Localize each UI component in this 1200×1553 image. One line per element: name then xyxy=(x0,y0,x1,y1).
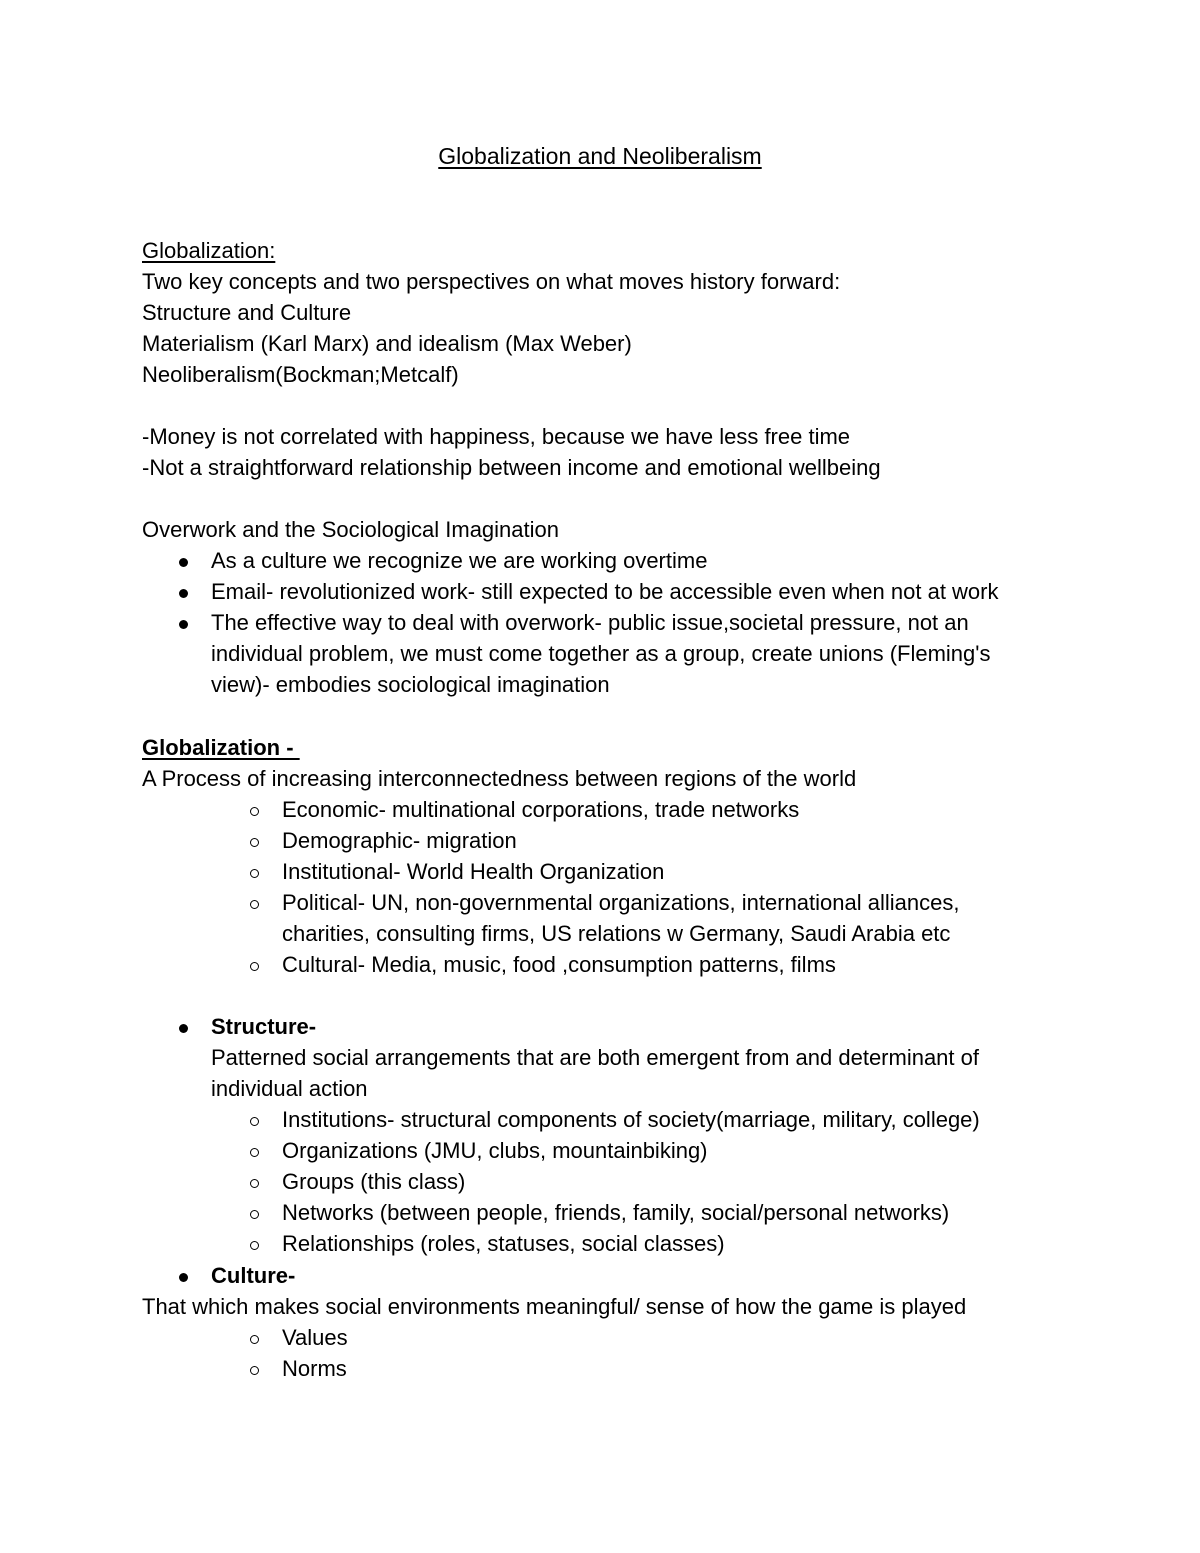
globalization-heading: Globalization - xyxy=(142,735,300,760)
overwork-bullet: Email- revolutionized work- still expected to be accessible even when not at work xyxy=(211,579,999,604)
structure-item: Relationships (roles, statuses, social classes) xyxy=(282,1231,725,1256)
bullet-ring-icon xyxy=(250,1148,259,1157)
bullet-ring-icon xyxy=(250,900,259,909)
bullet-ring-icon xyxy=(250,1241,259,1250)
bullet-ring-icon xyxy=(250,838,259,847)
bullet-dot-icon xyxy=(179,1273,188,1282)
structure-heading: Structure- xyxy=(211,1014,317,1039)
bullet-ring-icon xyxy=(250,1179,259,1188)
structure-item: Networks (between people, friends, family, social/personal networks) xyxy=(282,1200,950,1225)
document-title: Globalization and Neoliberalism xyxy=(438,143,762,169)
intro-line: Two key concepts and two perspectives on what moves history forward: xyxy=(142,269,841,294)
bullet-ring-icon xyxy=(250,1210,259,1219)
note-line: -Money is not correlated with happiness, because we have less free time xyxy=(142,424,851,449)
note-line: -Not a straightforward relationship between income and emotional wellbeing xyxy=(142,455,881,480)
bullet-dot-icon xyxy=(179,1024,188,1033)
bullet-dot-icon xyxy=(179,620,188,629)
intro-line: Neoliberalism(Bockman;Metcalf) xyxy=(142,362,459,387)
globalization-item: Institutional- World Health Organization xyxy=(282,859,665,884)
globalization-item: Political- UN, non-governmental organizations, international alliances, xyxy=(282,890,960,915)
culture-item: Values xyxy=(282,1325,348,1350)
culture-item: Norms xyxy=(282,1356,347,1381)
structure-item: Institutions- structural components of society(marriage, military, college) xyxy=(282,1107,980,1132)
overwork-bullet-continuation: individual problem, we must come together as a group, create unions (Fleming's xyxy=(211,641,991,666)
overwork-heading: Overwork and the Sociological Imagination xyxy=(142,517,560,542)
intro-line: Materialism (Karl Marx) and idealism (Max Weber) xyxy=(142,331,632,356)
overwork-bullet-continuation: view)- embodies sociological imagination xyxy=(211,672,610,697)
bullet-dot-icon xyxy=(179,558,188,567)
structure-definition: individual action xyxy=(211,1076,368,1101)
globalization-item: Demographic- migration xyxy=(282,828,517,853)
bullet-ring-icon xyxy=(250,807,259,816)
bullet-ring-icon xyxy=(250,962,259,971)
overwork-bullet: The effective way to deal with overwork- public issue,societal pressure, not an xyxy=(211,610,969,635)
bullet-dot-icon xyxy=(179,589,188,598)
globalization-definition: A Process of increasing interconnectedness between regions of the world xyxy=(142,766,857,791)
bullet-ring-icon xyxy=(250,1335,259,1344)
structure-item: Groups (this class) xyxy=(282,1169,466,1194)
structure-item: Organizations (JMU, clubs, mountainbiking) xyxy=(282,1138,708,1163)
culture-definition: That which makes social environments meaningful/ sense of how the game is played xyxy=(142,1294,967,1319)
globalization-item: Economic- multinational corporations, trade networks xyxy=(282,797,800,822)
bullet-ring-icon xyxy=(250,1117,259,1126)
intro-heading: Globalization: xyxy=(142,238,276,263)
globalization-item: Cultural- Media, music, food ,consumption patterns, films xyxy=(282,952,836,977)
culture-heading: Culture- xyxy=(211,1263,296,1288)
bullet-ring-icon xyxy=(250,1366,259,1375)
overwork-bullet: As a culture we recognize we are working overtime xyxy=(211,548,708,573)
intro-line: Structure and Culture xyxy=(142,300,352,325)
structure-definition: Patterned social arrangements that are both emergent from and determinant of xyxy=(211,1045,979,1070)
globalization-item-continuation: charities, consulting firms, US relations w Germany, Saudi Arabia etc xyxy=(282,921,951,946)
bullet-ring-icon xyxy=(250,869,259,878)
